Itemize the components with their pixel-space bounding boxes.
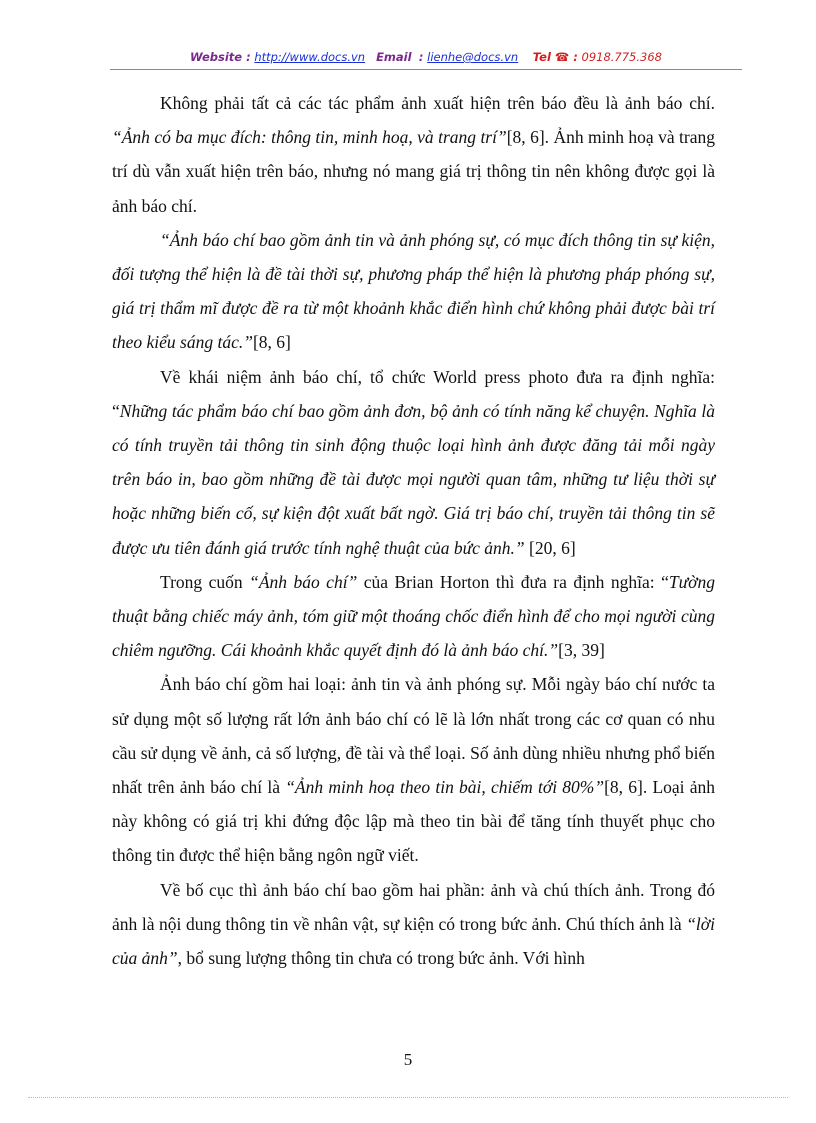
paragraph-1 bbox=[112, 86, 715, 223]
p2-reference: [8, 6] bbox=[252, 332, 291, 353]
p5-text-a: Ảnh báo chí gồm hai loại: ảnh tin và ảnh phóng sự. Mỗi ngày báo chí nước ta sử dụng một số lượng rất lớn ảnh báo chí có lẽ là lớn nhất trong các cơ quan có nhu cầu sử dụng về ảnh, cả số lượng, đề tài và thể loại. Số ảnh dùng nhiều nhưng phổ biến nhất trên ảnh báo chí là bbox=[112, 674, 715, 798]
website-link[interactable]: http://www.docs.vn bbox=[254, 50, 366, 64]
p1-text-b: [8, 6]. Ảnh minh hoạ và trang trí dù vẫn xuất hiện trên báo, nhưng nó mang giá trị thông tin nên không được gọi là ảnh báo chí. bbox=[112, 127, 715, 216]
p6-text-b: , bổ sung lượng thông tin chưa có trong bức ảnh. Với hình bbox=[177, 948, 585, 969]
p1-text-a: Không phải tất cả các tác phẩm ảnh xuất hiện trên báo đều là ảnh báo chí. bbox=[160, 93, 715, 113]
tel-value: 0918.775.368 bbox=[581, 50, 662, 64]
p4-book-title: “Ảnh báo chí” bbox=[249, 571, 358, 592]
page-number: 5 bbox=[403, 1050, 413, 1069]
p2-quote: “Ảnh báo chí bao gồm ảnh tin và ảnh phóng sự, có mục đích thông tin sự kiện, đối tượng thể hiện là đề tài thời sự, phương pháp thể hiện là phương pháp phóng sự, giá trị thẩm mĩ được đề ra từ một khoảnh khắc điển hình chứ không phải được bài trí theo kiểu sáng tác.” bbox=[112, 229, 715, 353]
body-text bbox=[112, 86, 715, 975]
p6-quote: “lời của ảnh” bbox=[112, 913, 715, 969]
p3-quote: Những tác phẩm báo chí bao gồm ảnh đơn, bộ ảnh có tính năng kể chuyện. Nghĩa là có tính truyền tải thông tin sinh động thuộc loại hình ảnh được đăng tải mỗi ngày trên báo in, bao gồm những đề tài được mọi người quan tâm, những tư liệu thời sự hoặc những biến cố, sự kiện đột xuất bất ngờ. Giá trị báo chí, truyền tải thông tin sẽ được ưu tiên đánh giá trước tính nghệ thuật của bức ảnh.” bbox=[112, 400, 715, 558]
p6-text-a: Về bố cục thì ảnh báo chí bao gồm hai phần: ảnh và chú thích ảnh. Trong đó ảnh là nội dung thông tin về nhân vật, sự kiện có trong bức ảnh. Chú thích ảnh là bbox=[112, 879, 715, 934]
email-label: Email bbox=[376, 50, 412, 64]
header-divider bbox=[110, 69, 742, 70]
tel-label: Tel ☎ : bbox=[532, 50, 578, 64]
email-separator: : bbox=[418, 50, 424, 64]
p3-reference: [20, 6] bbox=[524, 537, 576, 558]
paragraph-3 bbox=[112, 360, 715, 565]
paragraph-5 bbox=[112, 667, 715, 872]
p4-reference: [3, 39] bbox=[558, 640, 605, 661]
p1-quote: “Ảnh có ba mục đích: thông tin, minh hoạ, và trang trí” bbox=[112, 127, 507, 148]
p4-quote: Tường thuật bằng chiếc máy ảnh, tóm giữ một thoáng chốc điển hình để cho mọi người cùng chiêm ngưỡng. Cái khoảnh khắc quyết định đó là ảnh báo chí.” bbox=[112, 571, 715, 661]
p5-quote: “Ảnh minh hoạ theo tin bài, chiếm tới 80%” bbox=[285, 777, 605, 798]
paragraph-6 bbox=[112, 873, 715, 976]
p3-text-a: Về khái niệm ảnh báo chí, tổ chức World press photo đưa ra định nghĩa: “ bbox=[112, 366, 715, 421]
p4-text-a: Trong cuốn bbox=[160, 571, 250, 592]
website-label: Website : bbox=[190, 50, 251, 64]
paragraph-4 bbox=[112, 565, 715, 668]
p5-text-b: [8, 6]. Loại ảnh này không có giá trị khi đứng độc lập mà theo tin bài để tăng tính thuyết phục cho thông tin được thể hiện bằng ngôn ngữ viết. bbox=[112, 777, 716, 866]
paragraph-2 bbox=[112, 223, 715, 360]
email-link[interactable]: lienhe@docs.vn bbox=[427, 50, 519, 64]
p4-text-b: của Brian Horton thì đưa ra định nghĩa: “ bbox=[357, 571, 669, 592]
page-bottom-divider bbox=[28, 1097, 788, 1098]
page-header bbox=[110, 50, 742, 70]
